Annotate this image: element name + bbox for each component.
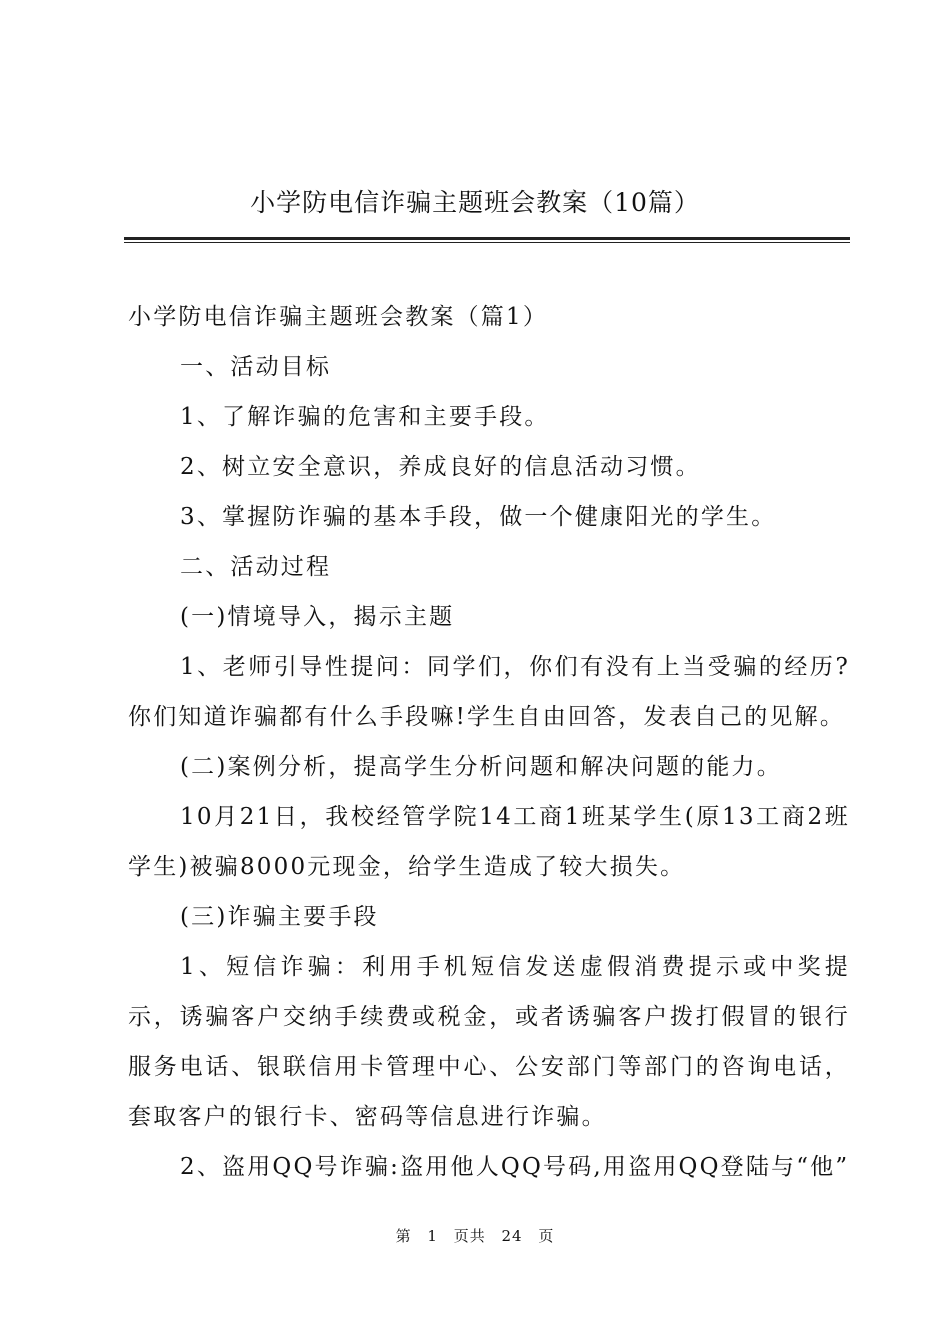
document-title: 小学防电信诈骗主题班会教案（10篇）: [250, 188, 700, 217]
paragraph: 10月21日，我校经管学院14工商1班某学生(原13工商2班学生)被骗8000元现金，给学生造成了较大损失。: [128, 804, 850, 880]
goal-item: 3、掌握防诈骗的基本手段，做一个健康阳光的学生。: [180, 504, 777, 530]
document-body: [128, 292, 850, 1192]
goal-item: 1、了解诈骗的危害和主要手段。: [180, 404, 550, 430]
subheading-goals: 一、活动目标: [180, 354, 332, 380]
paragraph: 2、盗用QQ号诈骗:盗用他人QQ号码,用盗用QQ登陆与“他”: [180, 1154, 850, 1180]
title-divider-thin: [124, 242, 850, 243]
section-heading: 小学防电信诈骗主题班会教案（篇1）: [128, 304, 549, 330]
process-step-heading: (二)案例分析，提高学生分析问题和解决问题的能力。: [180, 754, 782, 780]
subheading-process: 二、活动过程: [180, 554, 332, 580]
page-footer: 第 1 页共 24 页: [395, 1227, 555, 1245]
title-divider-thick: [124, 237, 850, 240]
process-step-heading: (三)诈骗主要手段: [180, 904, 379, 930]
goal-item: 2、树立安全意识，养成良好的信息活动习惯。: [180, 454, 701, 480]
paragraph: 1、老师引导性提问：同学们，你们有没有上当受骗的经历?你们知道诈骗都有什么手段嘛!学生自由回答，发表自己的见解。: [128, 654, 850, 730]
paragraph: 1、短信诈骗：利用手机短信发送虚假消费提示或中奖提示，诱骗客户交纳手续费或税金，或者诱骗客户拨打假冒的银行服务电话、银联信用卡管理中心、公安部门等部门的咨询电话，套取客户的银行卡、密码等信息进行诈骗。: [128, 954, 850, 1130]
process-step-heading: (一)情境导入，揭示主题: [180, 604, 455, 630]
